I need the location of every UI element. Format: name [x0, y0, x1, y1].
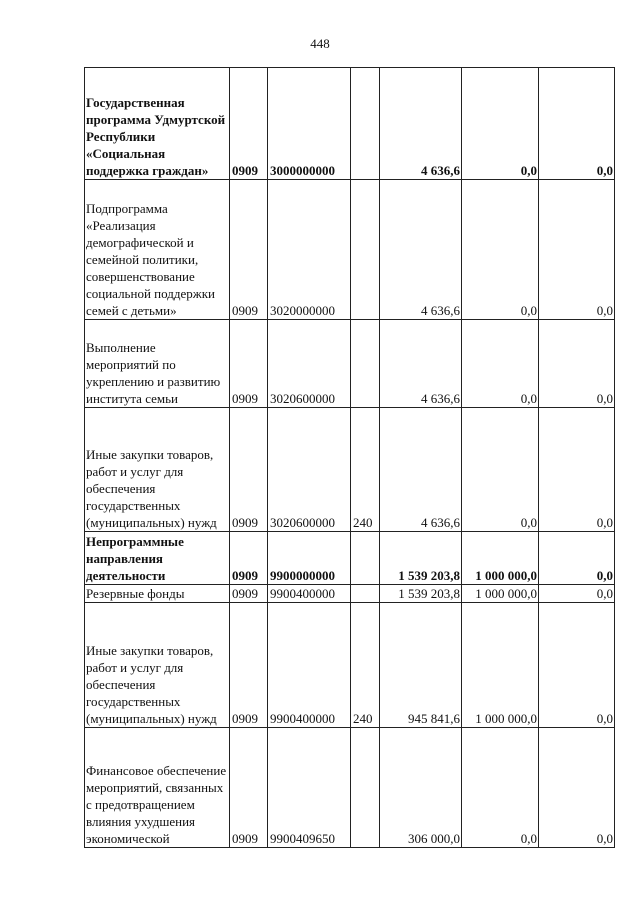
amount-cell: 4 636,6: [380, 408, 462, 532]
amount-cell: 0,0: [462, 180, 539, 320]
budget-table: [84, 67, 615, 848]
row-name-cell: Иные закупки товаров, работ и услуг для обеспечения государственных (муниципальных) нужд: [85, 408, 230, 532]
expense-type-cell: [351, 532, 380, 585]
amount-cell: 1 000 000,0: [462, 603, 539, 728]
amount-cell: 4 636,6: [380, 320, 462, 408]
row-name-cell: Финансовое обеспечение мероприятий, связанных с предотвращением влияния ухудшения экономической: [85, 728, 230, 848]
amount-cell: 0,0: [462, 728, 539, 848]
row-name-cell: Государственная программа Удмуртской Республики «Социальная поддержка граждан»: [85, 68, 230, 180]
table-row: [85, 585, 615, 603]
section-code-cell: 0909: [230, 408, 268, 532]
expense-type-cell: [351, 728, 380, 848]
table-row: [85, 603, 615, 728]
amount-cell: 0,0: [539, 585, 615, 603]
amount-cell: 0,0: [462, 320, 539, 408]
page-number: 448: [310, 36, 330, 51]
amount-cell: 1 000 000,0: [462, 532, 539, 585]
row-name-cell: Непрограммные направления деятельности: [85, 532, 230, 585]
row-name-cell: Подпрограмма «Реализация демографической и семейной политики, совершенствование социальной поддержки семей с детьми»: [85, 180, 230, 320]
section-code-cell: 0909: [230, 585, 268, 603]
amount-cell: 1 539 203,8: [380, 585, 462, 603]
amount-cell: 0,0: [462, 68, 539, 180]
table-row: [85, 532, 615, 585]
amount-cell: 4 636,6: [380, 180, 462, 320]
section-code-cell: 0909: [230, 68, 268, 180]
amount-cell: 0,0: [539, 728, 615, 848]
table-row: [85, 728, 615, 848]
amount-cell: 0,0: [539, 180, 615, 320]
table-row: [85, 408, 615, 532]
section-code-cell: 0909: [230, 532, 268, 585]
section-code-cell: 0909: [230, 728, 268, 848]
budget-table-body: [85, 68, 615, 848]
expense-type-cell: 240: [351, 603, 380, 728]
amount-cell: 945 841,6: [380, 603, 462, 728]
amount-cell: 1 539 203,8: [380, 532, 462, 585]
row-name-cell: Резервные фонды: [85, 585, 230, 603]
amount-cell: 1 000 000,0: [462, 585, 539, 603]
table-row: [85, 180, 615, 320]
amount-cell: 4 636,6: [380, 68, 462, 180]
amount-cell: 0,0: [539, 320, 615, 408]
expense-type-cell: [351, 585, 380, 603]
target-article-cell: 3020600000: [268, 320, 351, 408]
expense-type-cell: [351, 68, 380, 180]
table-row: [85, 320, 615, 408]
target-article-cell: 3020000000: [268, 180, 351, 320]
row-name-cell: Выполнение мероприятий по укреплению и развитию института семьи: [85, 320, 230, 408]
amount-cell: 306 000,0: [380, 728, 462, 848]
target-article-cell: 3000000000: [268, 68, 351, 180]
amount-cell: 0,0: [539, 603, 615, 728]
target-article-cell: 9900000000: [268, 532, 351, 585]
amount-cell: 0,0: [539, 408, 615, 532]
amount-cell: 0,0: [539, 532, 615, 585]
target-article-cell: 9900409650: [268, 728, 351, 848]
expense-type-cell: 240: [351, 408, 380, 532]
section-code-cell: 0909: [230, 603, 268, 728]
target-article-cell: 9900400000: [268, 585, 351, 603]
target-article-cell: 3020600000: [268, 408, 351, 532]
amount-cell: 0,0: [462, 408, 539, 532]
target-article-cell: 9900400000: [268, 603, 351, 728]
row-name-cell: Иные закупки товаров, работ и услуг для обеспечения государственных (муниципальных) нужд: [85, 603, 230, 728]
expense-type-cell: [351, 180, 380, 320]
amount-cell: 0,0: [539, 68, 615, 180]
table-row: [85, 68, 615, 180]
expense-type-cell: [351, 320, 380, 408]
section-code-cell: 0909: [230, 180, 268, 320]
section-code-cell: 0909: [230, 320, 268, 408]
